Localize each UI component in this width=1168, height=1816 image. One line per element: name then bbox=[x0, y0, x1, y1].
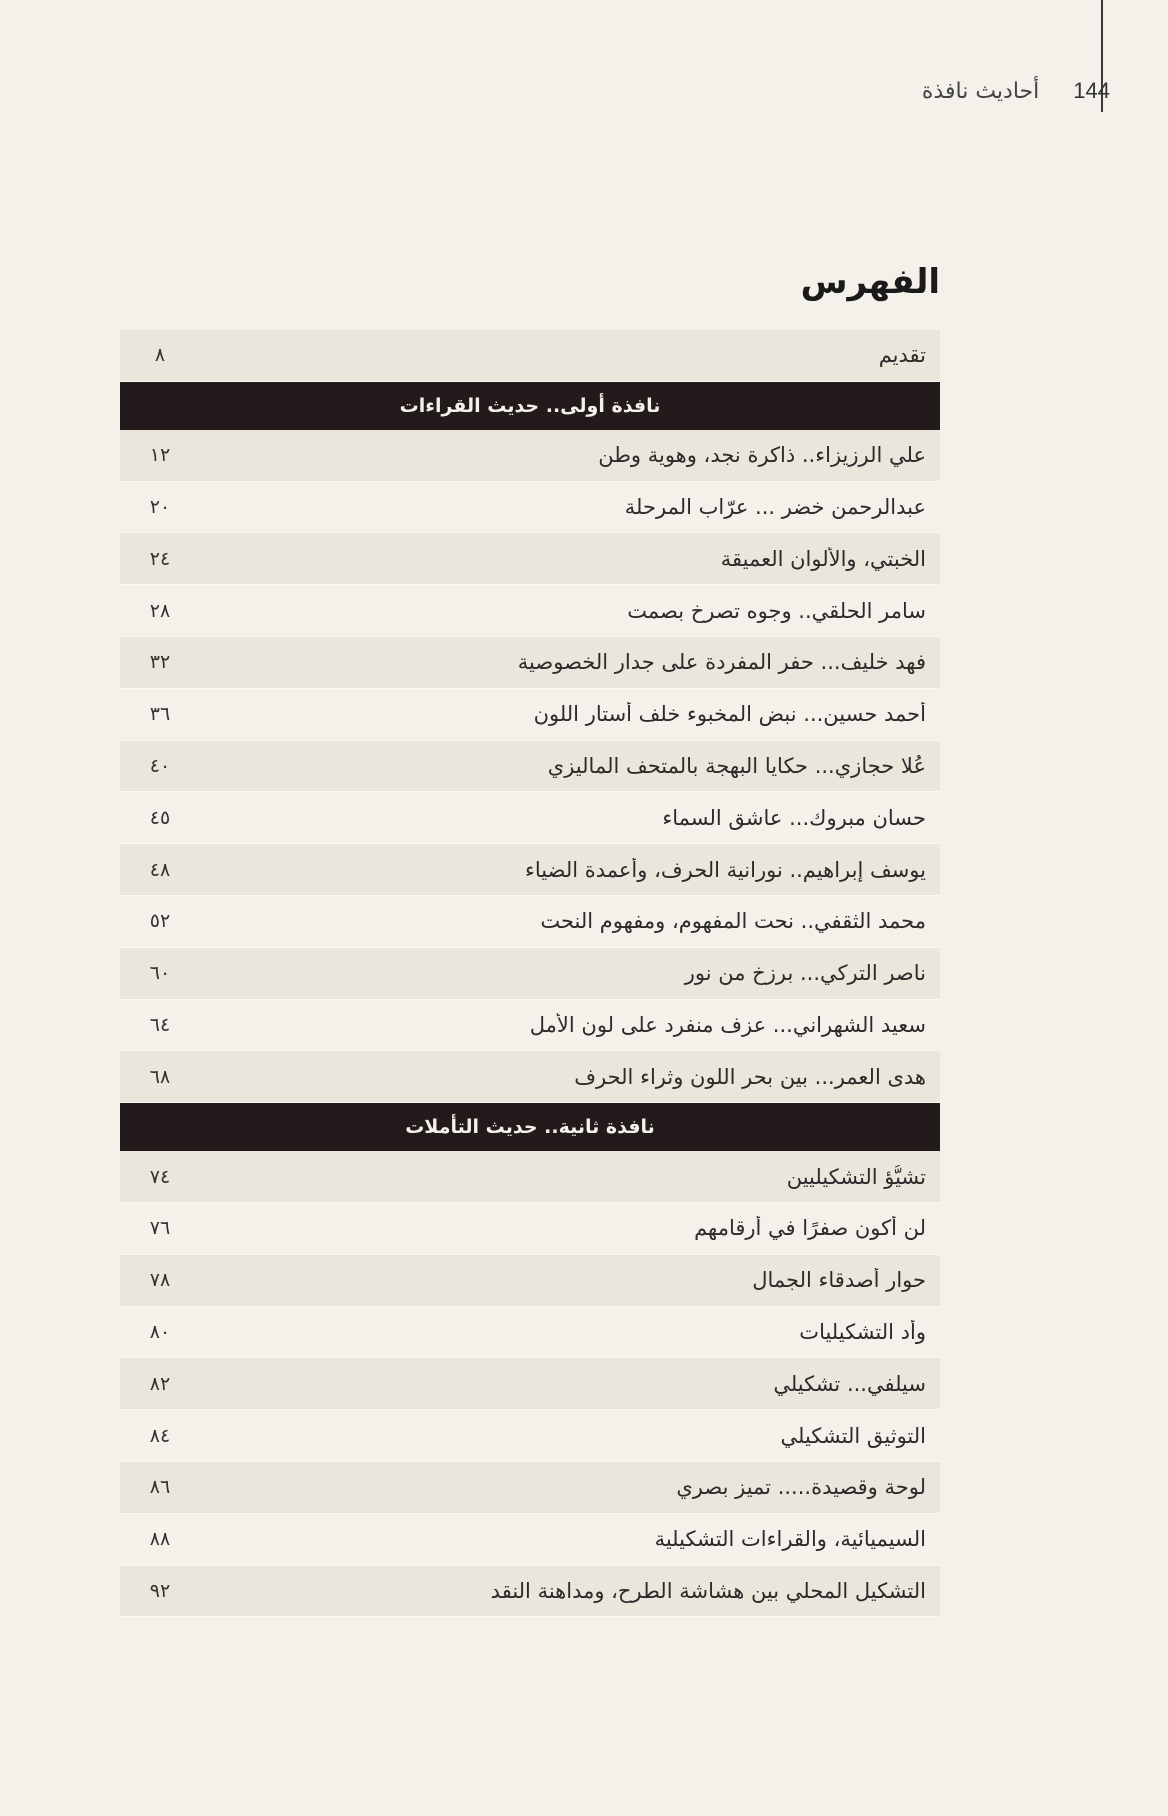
toc-entry-page: ٢٨ bbox=[149, 599, 171, 622]
toc-entry[interactable] bbox=[120, 1151, 940, 1203]
toc-entry-title: محمد الثقفي.. نحت المفهوم، ومفهوم النحت bbox=[540, 909, 926, 934]
toc-entry-title: حوار أصدقاء الجمال bbox=[752, 1268, 926, 1293]
toc-entry-page: ٢٠ bbox=[149, 495, 171, 518]
toc-entry-page: ٤٠ bbox=[149, 754, 171, 777]
toc-entry[interactable] bbox=[120, 948, 940, 1000]
toc-entry-page: ٤٨ bbox=[149, 858, 171, 881]
toc-entry[interactable] bbox=[120, 533, 940, 585]
toc-entry-title: عُلا حجازي... حكايا البهجة بالمتحف الماليزي bbox=[547, 753, 926, 778]
toc-entry[interactable] bbox=[120, 844, 940, 896]
toc-entry-title: سعيد الشهراني... عزف منفرد على لون الأمل bbox=[529, 1012, 926, 1037]
toc-entry-page: ٦٨ bbox=[149, 1065, 171, 1088]
toc-entry[interactable] bbox=[120, 1000, 940, 1052]
toc-entry[interactable] bbox=[120, 430, 940, 482]
toc-entry-title: هدى العمر... بين بحر اللون وثراء الحرف bbox=[574, 1064, 926, 1089]
toc-entry-title: تشيُّؤ التشكيليين bbox=[786, 1164, 926, 1189]
toc-entry-title: علي الرزيزاء.. ذاكرة نجد، وهوية وطن bbox=[598, 443, 926, 468]
toc-entry[interactable] bbox=[120, 1358, 940, 1410]
toc-entry[interactable] bbox=[120, 792, 940, 844]
toc-entry[interactable] bbox=[120, 1307, 940, 1359]
toc-entry-title: ناصر التركي... برزخ من نور bbox=[684, 961, 926, 986]
toc-entry-title: حسان مبروك... عاشق السماء bbox=[662, 805, 926, 830]
toc-entry[interactable] bbox=[120, 637, 940, 689]
toc-entry[interactable] bbox=[120, 741, 940, 793]
toc-entry-title: سامر الحلقي.. وجوه تصرخ بصمت bbox=[627, 598, 926, 623]
toc-entry[interactable] bbox=[120, 1410, 940, 1462]
toc-entry[interactable] bbox=[120, 1255, 940, 1307]
toc-entry[interactable] bbox=[120, 330, 940, 382]
toc-entry-title: فهد خليف... حفر المفردة على جدار الخصوصية bbox=[517, 650, 926, 675]
page-number: 144 bbox=[1073, 78, 1110, 103]
toc-entry-page: ٩٢ bbox=[149, 1579, 171, 1602]
toc-entry[interactable] bbox=[120, 585, 940, 637]
toc-entry[interactable] bbox=[120, 689, 940, 741]
toc-entry-page: ٧٦ bbox=[149, 1217, 171, 1240]
book-title: أحاديث نافذة bbox=[921, 78, 1040, 104]
toc-entry-title: سيلفي... تشكيلي bbox=[773, 1371, 926, 1396]
toc-entry[interactable] bbox=[120, 1051, 940, 1103]
toc-entry-title: لوحة وقصيدة..... تميز بصري bbox=[676, 1475, 926, 1500]
toc-entry-title: الخبتي، والألوان العميقة bbox=[720, 546, 926, 571]
toc-title: الفهرس bbox=[800, 262, 940, 302]
toc-entry-title: عبدالرحمن خضر ... عرّاب المرحلة bbox=[624, 494, 926, 519]
toc-entry-page: ٦٤ bbox=[149, 1013, 171, 1036]
toc-entry[interactable] bbox=[120, 1203, 940, 1255]
toc-entry-page: ٨٠ bbox=[149, 1320, 171, 1343]
toc-entry-page: ٣٦ bbox=[149, 703, 171, 726]
toc-entry-page: ٧٤ bbox=[149, 1165, 171, 1188]
toc-entry-page: ٨٢ bbox=[149, 1372, 171, 1395]
toc-entry[interactable] bbox=[120, 1462, 940, 1514]
toc-section-header: نافذة أولى.. حديث القراءات bbox=[120, 382, 940, 430]
toc-entry-title: التوثيق التشكيلي bbox=[780, 1423, 926, 1448]
toc-entry-title: يوسف إبراهيم.. نورانية الحرف، وأعمدة الضياء bbox=[525, 857, 926, 882]
toc-entry-title: أحمد حسين... نبض المخبوء خلف أستار اللون bbox=[533, 702, 926, 727]
running-header bbox=[922, 78, 1110, 104]
toc-entry-page: ٨٤ bbox=[149, 1424, 171, 1447]
toc-entry[interactable] bbox=[120, 1566, 940, 1618]
toc-table bbox=[120, 330, 940, 1617]
toc-entry[interactable] bbox=[120, 482, 940, 534]
toc-entry-page: ٨٨ bbox=[149, 1528, 171, 1551]
toc-entry-title: التشكيل المحلي بين هشاشة الطرح، ومداهنة النقد bbox=[490, 1578, 926, 1603]
toc-entry-page: ٤٥ bbox=[149, 806, 171, 829]
toc-entry-page: ٢٤ bbox=[149, 547, 171, 570]
toc-section-header: نافذة ثانية.. حديث التأملات bbox=[120, 1103, 940, 1151]
toc-entry-page: ٥٢ bbox=[149, 910, 171, 933]
toc-entry[interactable] bbox=[120, 1514, 940, 1566]
toc-entry-title: وأد التشكيليات bbox=[799, 1319, 926, 1344]
toc-entry-title: لن أكون صفرًا في أرقامهم bbox=[694, 1216, 926, 1241]
toc-entry-title: تقديم bbox=[878, 343, 926, 368]
toc-entry[interactable] bbox=[120, 896, 940, 948]
toc-entry-page: ٣٢ bbox=[149, 651, 171, 674]
toc-entry-page: ٨ bbox=[154, 344, 166, 367]
toc-entry-title: السيميائية، والقراءات التشكيلية bbox=[654, 1527, 926, 1552]
toc-entry-page: ٦٠ bbox=[149, 962, 171, 985]
toc-entry-page: ١٢ bbox=[149, 444, 171, 467]
toc-entry-page: ٨٦ bbox=[149, 1476, 171, 1499]
toc-entry-page: ٧٨ bbox=[149, 1269, 171, 1292]
